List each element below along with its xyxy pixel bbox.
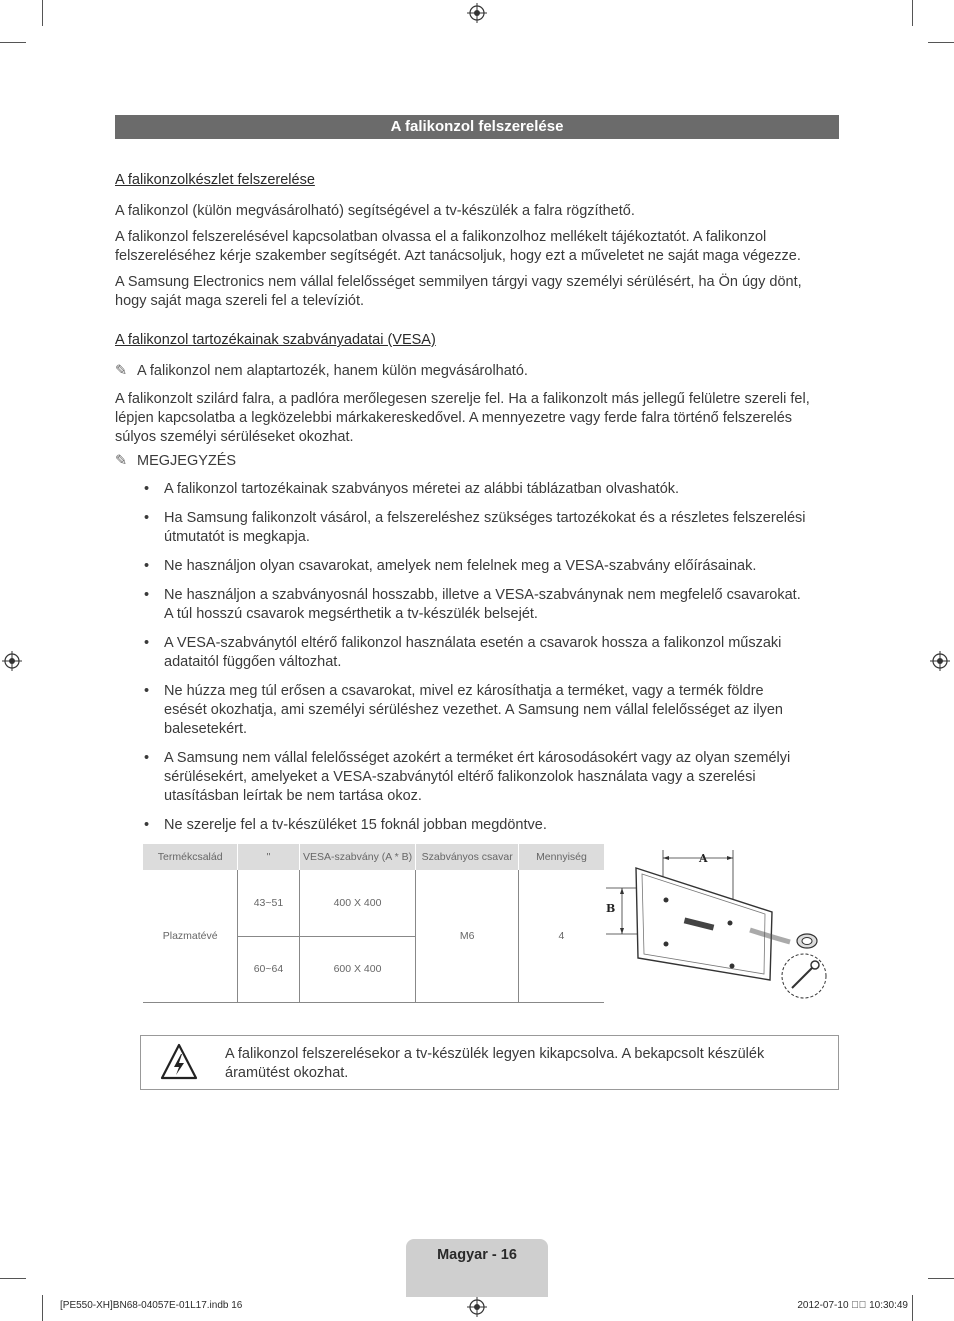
table-header: Termékcsalád: [143, 844, 238, 870]
list-item: • Ne húzza meg túl erősen a csavarokat, mivel ez károsíthatja a terméket, vagy a termék földre esését okozhatja, ami személyi sérüléshez vezethet. A Samsung nem vállal felelősséget az ilyen balesetekért.: [140, 682, 840, 739]
note: ✎ A falikonzol nem alaptartozék, hanem külön megvásárolható.: [115, 363, 528, 379]
table-cell: M6: [416, 870, 518, 1002]
table-header: VESA-szabvány (A * B): [299, 844, 416, 870]
list-item: • A Samsung nem vállal felelősséget azokért a terméket ért károsodásokért vagy az olyan személyi sérülésekért, amelyeket a VESA-szabványtól eltérő falikonzolok használata vagy a szerelési utasításban leírtak be nem tartása okoz.: [140, 749, 840, 806]
crop-mark: [928, 42, 954, 43]
bullet-list: [140, 480, 840, 845]
registration-mark-icon: [467, 3, 487, 23]
registration-mark-icon: [467, 1297, 487, 1317]
table-row: [143, 870, 604, 936]
table-cell: 43~51: [238, 870, 299, 936]
pencil-note-icon: ✎: [115, 453, 128, 469]
registration-mark-icon: [2, 651, 22, 671]
list-item: • Ne használjon a szabványosnál hosszabb, illetve a VESA-szabványnak nem megfelelő csavarokat. A túl hosszú csavarok megsérthetik a tv-készülék belsejét.: [140, 586, 840, 624]
list-item: • Ne használjon olyan csavarokat, amelyek nem felelnek meg a VESA-szabvány előírásainak.: [140, 557, 840, 576]
subheading-kit: A falikonzolkészlet felszerelése: [115, 172, 315, 188]
crop-mark: [42, 0, 43, 26]
crop-mark: [928, 1278, 954, 1279]
table-header: ": [238, 844, 299, 870]
dimension-a-label: A: [699, 852, 708, 865]
vesa-spec-table: [143, 844, 604, 1003]
crop-mark: [912, 1295, 913, 1321]
tv-wall-mount-diagram: [600, 838, 840, 1010]
page-label: Magyar - 16: [437, 1247, 517, 1263]
pencil-note-icon: ✎: [115, 363, 128, 379]
paragraph: A falikonzol felszerelésével kapcsolatban olvassa el a falikonzolhoz mellékelt tájékoztatót. A falikonzol felszereléséhez kérje szakember segítségét. Azt tanácsoljuk, hogy ezt a műveletet ne saját maga végezze.: [115, 229, 801, 264]
crop-mark: [42, 1295, 43, 1321]
dimension-b-label: B: [606, 902, 616, 915]
registration-mark-icon: [930, 651, 950, 671]
list-item: • Ne szerelje fel a tv-készüléket 15 foknál jobban megdöntve.: [140, 816, 840, 835]
subheading-vesa: A falikonzol tartozékainak szabványadatai (VESA): [115, 332, 436, 348]
crop-mark: [0, 42, 26, 43]
crop-mark: [912, 0, 913, 26]
table-cell: 4: [518, 870, 604, 1002]
paragraph: A Samsung Electronics nem vállal felelősséget semmilyen tárgyi vagy személyi sérülésért, ha Ön úgy dönt, hogy saját maga szereli fel a televíziót.: [115, 274, 802, 309]
note-heading: ✎ MEGJEGYZÉS: [115, 453, 237, 469]
list-item: • A VESA-szabványtól eltérő falikonzol használata esetén a csavarok hossza a falikonzol műszaki adataitól függően változhat.: [140, 634, 840, 672]
warning-text: A falikonzol felszerelésekor a tv-készülék legyen kikapcsolva. A bekapcsolt készülék áramütést okozhat.: [225, 1046, 765, 1081]
table-cell: Plazmatévé: [143, 870, 238, 1002]
table-cell: 60~64: [238, 936, 299, 1002]
footer-file-info: [PE550-XH]BN68-04057E-01L17.indb 16: [60, 1300, 243, 1311]
electric-shock-warning-icon: [159, 1042, 199, 1082]
table-header: Mennyiség: [518, 844, 604, 870]
footer-timestamp: 2012-07-10 ￿￿ 10:30:49: [797, 1300, 908, 1311]
table-cell: 400 X 400: [299, 870, 416, 936]
list-item: • Ha Samsung falikonzolt vásárol, a felszereléshez szükséges tartozékokat és a részletes felszerelési útmutatót is megkapja.: [140, 509, 840, 547]
section-title: A falikonzol felszerelése: [115, 115, 839, 139]
table-cell: 600 X 400: [299, 936, 416, 1002]
paragraph: A falikonzol (külön megvásárolható) segítségével a tv-készülék a falra rögzíthető.: [115, 203, 635, 219]
crop-mark: [0, 1278, 26, 1279]
table-header: Szabványos csavar: [416, 844, 518, 870]
list-item: • A falikonzol tartozékainak szabványos méretei az alábbi táblázatban olvashatók.: [140, 480, 840, 499]
paragraph: A falikonzolt szilárd falra, a padlóra merőlegesen szerelje fel. Ha a falikonzolt más jellegű felületre szereli fel, lépjen kapcsolatba a legközelebbi márkakereskedővel. A mennyezetre vagy ferde falra történő felszerelés súlyos személyi sérüléseket okozhat.: [115, 391, 810, 445]
page-number-tab: [406, 1239, 548, 1297]
warning-box: [140, 1035, 839, 1090]
